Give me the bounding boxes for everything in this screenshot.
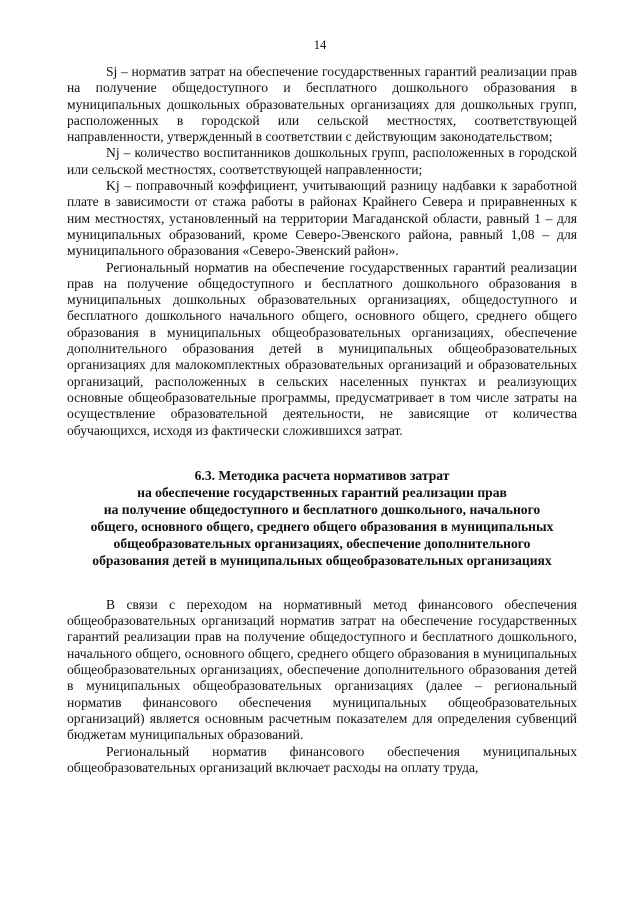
document-body bbox=[67, 64, 577, 776]
paragraph-normative-method: В связи с переходом на нормативный метод финансового обеспечения общеобразовательных организаций норматив затрат на обеспечение государственных гарантий реализации прав на получение общедоступного и бесплатного дошкольного, начального общего, основного общего, среднего общего образования в муниципальных общеобразовательных организациях, обеспечение дополнительного образования детей в муниципальных общеобразовательных организациях (далее – региональный норматив финансового обеспечения муниципальных общеобразовательных организаций) является основным расчетным показателем для определения субвенций бюджетам муниципальных образований. bbox=[67, 596, 577, 743]
paragraph-normative-includes: Региональный норматив финансового обеспечения муниципальных общеобразовательных организаций включает расходы на оплату труда, bbox=[67, 743, 577, 775]
paragraph-kj-definition: Kj – поправочный коэффициент, учитывающий разницу надбавки к заработной плате в зависимости от стажа работы в районах Крайнего Севера и приравненных к ним местностях, установленный на территории Магаданской области, равный 1 – для муниципальных образований, кроме Северо-Эвенского района, равный 1,08 – для муниципального образования «Северо-Эвенский район». bbox=[67, 178, 577, 259]
section-heading-block bbox=[67, 467, 577, 569]
paragraph-nj-definition: Nj – количество воспитанников дошкольных групп, расположенных в городской или сельской местностях, соответствующей направленности; bbox=[67, 145, 577, 177]
paragraph-sj-definition: Sj – норматив затрат на обеспечение государственных гарантий реализации прав на получение общедоступного и бесплатного дошкольного образования в муниципальных дошкольных образовательных организациях для дошкольных групп, расположенных в городской или сельской местностях, соответствующей направленности, утвержденный в соответствии с действующим законодательством; bbox=[67, 64, 577, 145]
section-heading: 6.3. Методика расчета нормативов затрат на обеспечение государственных гарантий реализации прав на получение общедоступного и бесплатного дошкольного, начального общего, основного общего, среднего общего образования в муниципальных общеобразовательных организациях, обеспечение дополнительного образования детей в муниципальных общеобразовательных организациях bbox=[90, 467, 554, 568]
paragraph-regional-normative: Региональный норматив на обеспечение государственных гарантий реализации прав на получение общедоступного и бесплатного дошкольного образования в муниципальных дошкольных образовательных организациях, общедоступного и бесплатного дошкольного начального общего, основного общего, среднего общего образования в муниципальных общеобразовательных организациях, обеспечение дополнительного образования детей в муниципальных общеобразовательных организациях для малокомплектных образовательных организаций и образовательных организаций, расположенных в сельских населенных пунктах и реализующих основные общеобразовательные программы, предусматривает в том числе затраты на осуществление образовательной деятельности, не зависящие от количества обучающихся, исходя из фактически сложившихся затрат. bbox=[67, 259, 577, 438]
page-number: 14 bbox=[313, 38, 327, 52]
